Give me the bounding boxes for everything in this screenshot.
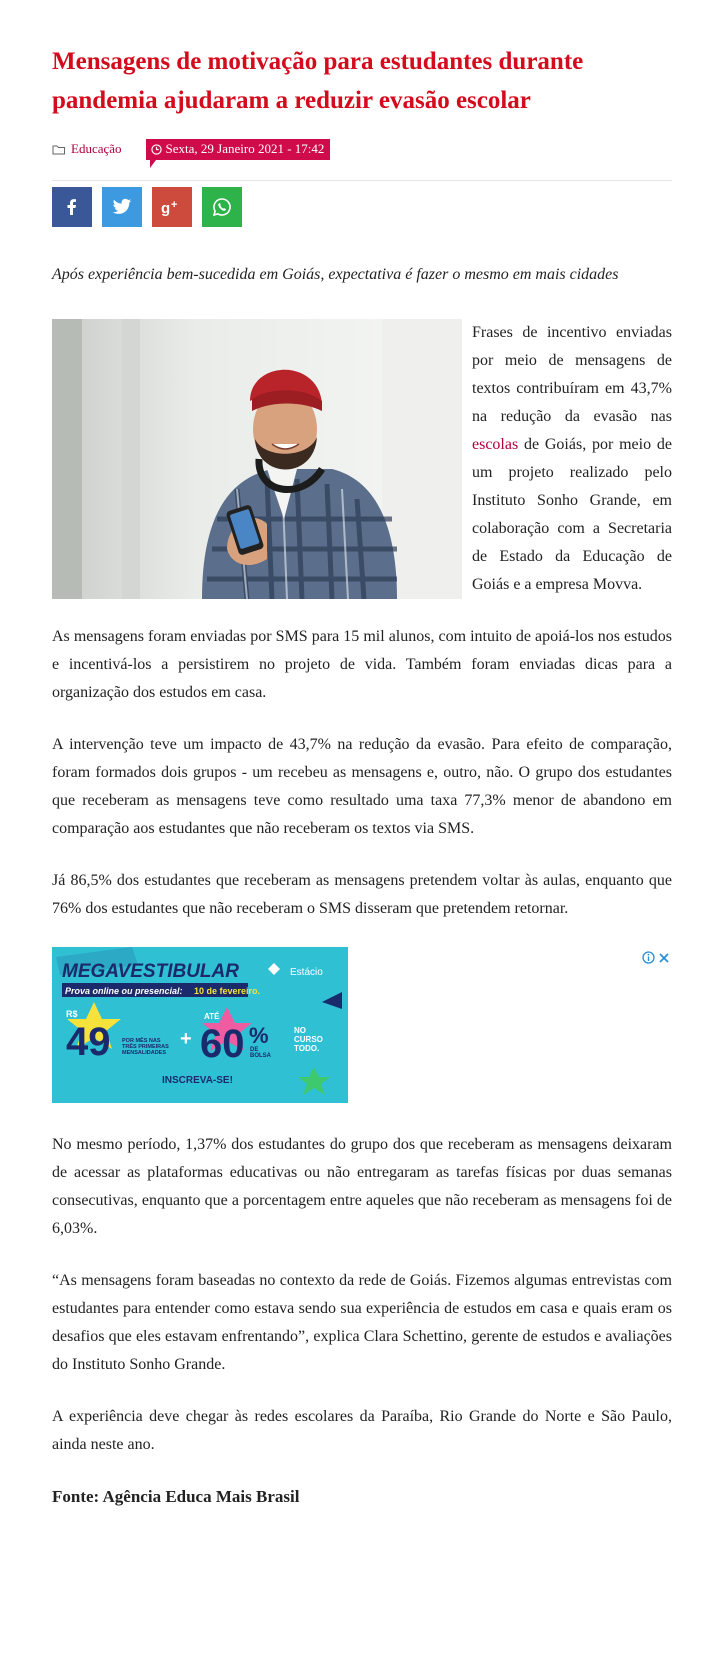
ad-brand: Estácio	[290, 967, 323, 978]
ad-discount: 60	[200, 1022, 245, 1066]
share-twitter-button[interactable]	[102, 187, 142, 227]
ad-cta: INSCREVA-SE!	[162, 1075, 233, 1086]
ad-ate: ATÉ	[204, 1012, 220, 1021]
ad-price-note-2: TRÊS PRIMEIRAS	[122, 1044, 169, 1050]
ad-container	[52, 947, 672, 1103]
share-facebook-button[interactable]	[52, 187, 92, 227]
paragraph-4: Já 86,5% dos estudantes que receberam as mensagens pretendem voltar às aulas, enquanto que 76% dos estudantes que não receberam o SMS disseram que pretendem retornar.	[52, 872, 672, 917]
share-bar	[52, 187, 672, 227]
ad-controls	[642, 951, 670, 964]
ad-discount-note-1: DE	[250, 1047, 259, 1053]
paragraph-1	[52, 319, 672, 599]
clock-icon	[151, 144, 162, 155]
svg-text:g: g	[161, 200, 171, 216]
paragraph-7: A experiência deve chegar às redes escolares da Paraíba, Rio Grande do Norte e São Paulo, ainda neste ano.	[52, 1408, 672, 1453]
date-badge	[146, 139, 331, 160]
twitter-icon	[112, 198, 132, 216]
article-lead: Após experiência bem-sucedida em Goiás, expectativa é fazer o mesmo em mais cidades	[52, 266, 619, 283]
ad-plus: +	[180, 1028, 192, 1050]
ad-currency: R$	[66, 1009, 78, 1019]
ad-percent: %	[249, 1023, 269, 1048]
ad-discount-note-2: BOLSA	[250, 1053, 271, 1059]
paragraph-1-text-b: de Goiás, por meio de um projeto realizado pelo Instituto Sonho Grande, em colaboração com a Secretaria de Estado da Educação de Goiás e a empresa Movva.	[472, 436, 672, 593]
article-title: Mensagens de motivação para estudantes durante pandemia ajudaram a reduzir evasão escolar	[52, 48, 584, 114]
ad-date: 10 de fevereiro.	[194, 986, 261, 996]
share-google-plus-button[interactable]	[152, 187, 192, 227]
svg-text:+: +	[171, 199, 178, 211]
paragraph-1-text-a: Frases de incentivo enviadas por meio de mensagens de textos contribuíram em 43,7% na redução da evasão nas	[472, 324, 672, 425]
ad-price-note-1: POR MÊS NAS	[122, 1038, 161, 1044]
paragraph-2: As mensagens foram enviadas por SMS para 15 mil alunos, com intuito de apoiá-los nos estudos e incentivá-los a persistirem no projeto de vida. Também foram enviadas dicas para a organização dos estudos em casa.	[52, 628, 672, 701]
ad-course-3: TODO.	[294, 1044, 320, 1053]
ad-subline: Prova online ou presencial:	[65, 986, 183, 996]
article-photo	[52, 319, 462, 599]
paragraph-5: No mesmo período, 1,37% dos estudantes do grupo dos que receberam as mensagens deixaram de acessar as plataformas educativas ou não entregaram as tarefas físicas por duas semanas consecutivas, enquanto que a porcentagem entre aqueles que não receberam as mensagens foi de 6,03%.	[52, 1136, 672, 1237]
schools-link[interactable]: escolas	[472, 436, 519, 453]
whatsapp-icon	[212, 197, 232, 217]
ad-price: 49	[66, 1020, 111, 1064]
article-source: Fonte: Agência Educa Mais Brasil	[52, 1487, 300, 1506]
category	[52, 141, 122, 157]
folder-icon	[52, 144, 66, 155]
paragraph-6: “As mensagens foram baseadas no contexto da rede de Goiás. Fizemos algumas entrevistas com estudantes para entender como estava sendo sua experiência de estudos em casa e quais eram os desafios que eles estavam enfrentando”, explica Clara Schettino, gerente de estudos e avaliações do Instituto Sonho Grande.	[52, 1272, 672, 1373]
ad-price-note-3: MENSALIDADES	[122, 1050, 167, 1056]
facebook-icon	[62, 197, 82, 217]
article	[52, 0, 672, 1511]
publish-date: Sexta, 29 Janeiro 2021 - 17:42	[165, 141, 325, 156]
category-link[interactable]: Educação	[71, 141, 122, 156]
article-meta	[52, 136, 672, 162]
divider	[52, 180, 672, 181]
ad-course-1: NO	[294, 1026, 306, 1035]
share-whatsapp-button[interactable]	[202, 187, 242, 227]
google-plus-icon	[160, 198, 184, 216]
ad-headline: MEGAVESTIBULAR	[62, 961, 239, 982]
paragraph-3: A intervenção teve um impacto de 43,7% na redução da evasão. Para efeito de comparação, foram formados dois grupos - um recebeu as mensagens e, outro, não. O grupo dos estudantes que receberam as mensagens teve como resultado uma taxa 77,3% menor de abandono em comparação aos estudantes que não receberam os textos via SMS.	[52, 736, 672, 837]
ad-close-icon[interactable]	[658, 952, 670, 964]
ad-info-icon[interactable]	[642, 951, 655, 964]
ad-banner[interactable]	[52, 947, 348, 1103]
ad-course-2: CURSO	[294, 1035, 323, 1044]
article-body	[52, 319, 672, 1511]
